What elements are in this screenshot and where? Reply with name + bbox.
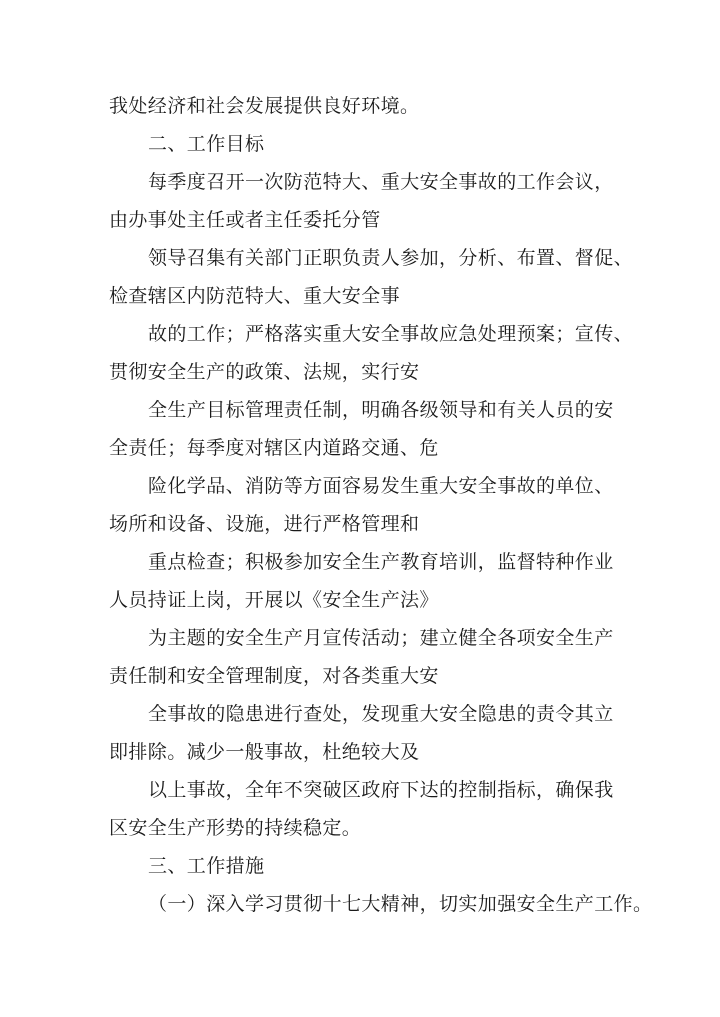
section-heading: 三、工作措施 xyxy=(148,855,265,877)
text-line: 领导召集有关部门正职负责人参加，分析、布置、督促、 xyxy=(148,247,634,269)
text-line: 场所和设备、设施，进行严格管理和 xyxy=(109,513,420,535)
text-line: 人员持证上岗，开展以《安全生产法》 xyxy=(109,589,439,611)
text-line: 全事故的隐患进行查处，发现重大安全隐患的责令其立 xyxy=(148,703,614,725)
text-line: 责任制和安全管理制度，对各类重大安 xyxy=(109,665,439,687)
text-line: 由办事处主任或者主任委托分管 xyxy=(109,209,381,231)
text-line: 区安全生产形势的持续稳定。 xyxy=(109,817,362,839)
text-line: 每季度召开一次防范特大、重大安全事故的工作会议， xyxy=(148,171,614,193)
section-heading: 二、工作目标 xyxy=(148,133,265,155)
text-line: 即排除。减少一般事故，杜绝较大及 xyxy=(109,741,420,763)
text-line: 重点检查；积极参加安全生产教育培训，监督特种作业 xyxy=(148,551,614,573)
text-line: 全责任；每季度对辖区内道路交通、危 xyxy=(109,437,439,459)
text-line: 检查辖区内防范特大、重大安全事 xyxy=(109,285,401,307)
text-line: 险化学品、消防等方面容易发生重大安全事故的单位、 xyxy=(148,475,614,497)
text-line: 为主题的安全生产月宣传活动；建立健全各项安全生产 xyxy=(148,627,614,649)
text-line: 我处经济和社会发展提供良好环境。 xyxy=(109,95,420,117)
text-line: 故的工作；严格落实重大安全事故应急处理预案；宣传、 xyxy=(148,323,634,345)
subsection-heading: （一）深入学习贯彻十七大精神，切实加强安全生产工作。 xyxy=(148,893,653,915)
text-line: 以上事故，全年不突破区政府下达的控制指标，确保我 xyxy=(148,779,614,801)
text-line: 全生产目标管理责任制，明确各级领导和有关人员的安 xyxy=(148,399,614,421)
text-line: 贯彻安全生产的政策、法规，实行安 xyxy=(109,361,420,383)
